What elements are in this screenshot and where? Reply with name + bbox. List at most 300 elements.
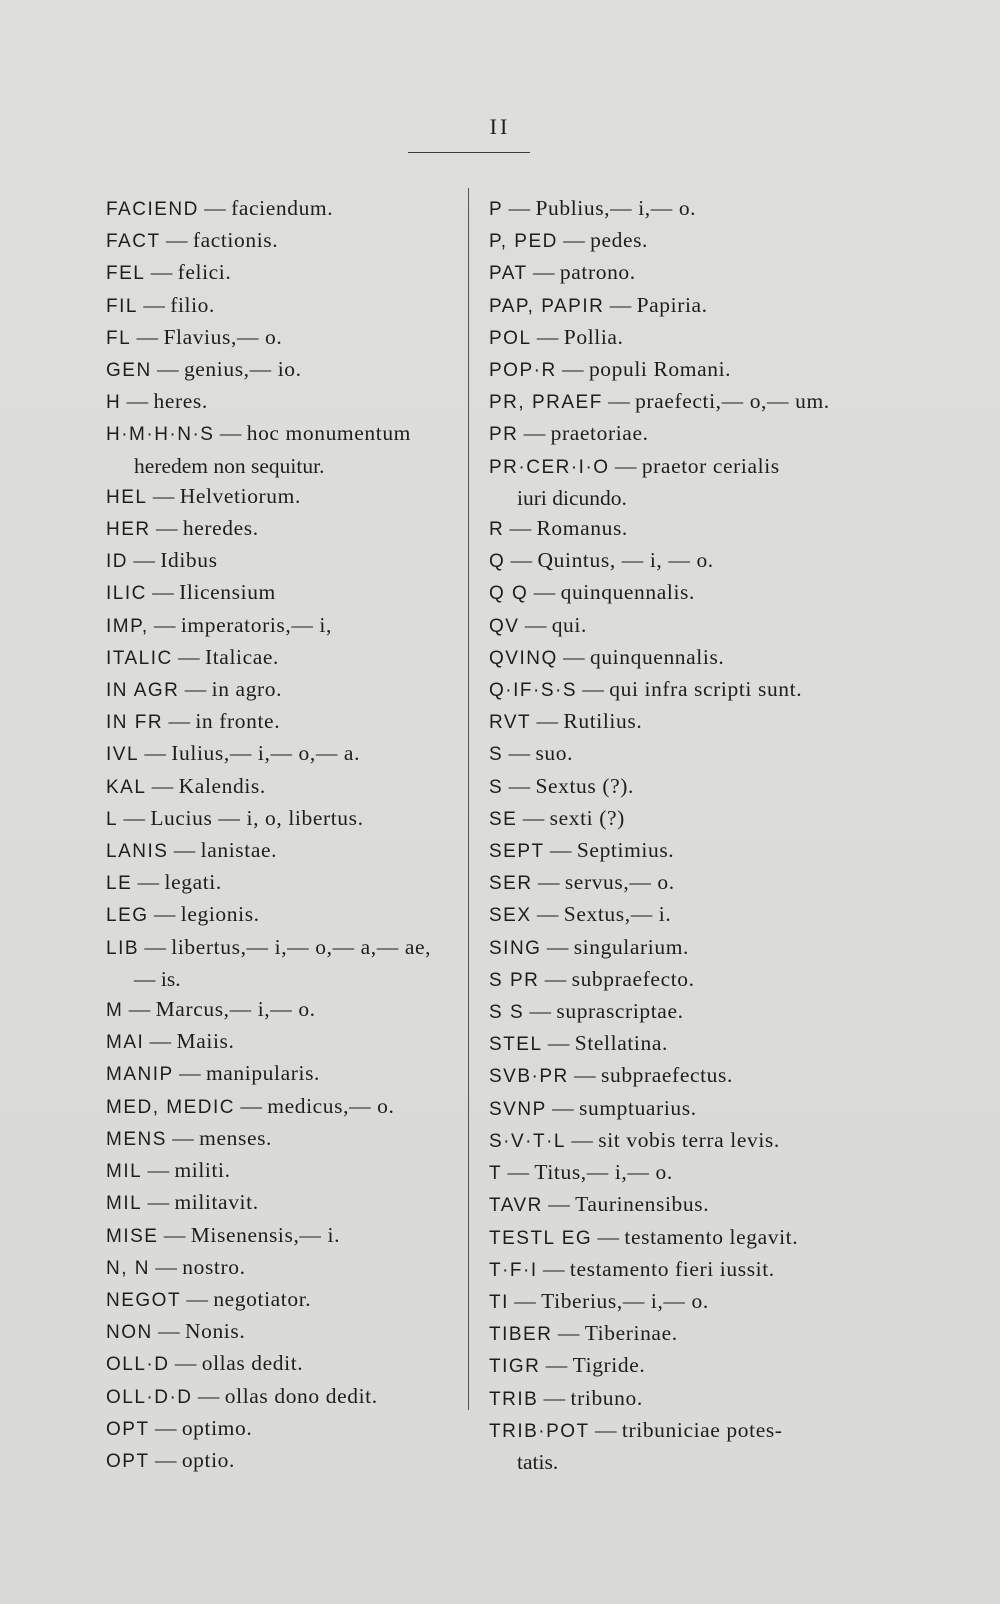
glossary-entry bbox=[106, 1316, 476, 1348]
entry-gloss: hoc monumentum bbox=[246, 421, 411, 446]
glossary-entry bbox=[106, 610, 476, 642]
entry-gloss: pedes. bbox=[590, 228, 649, 253]
entry-continuation: iuri dicundo. bbox=[517, 485, 627, 510]
entry-gloss: praetoriae. bbox=[550, 421, 649, 446]
entry-gloss: testamento fieri iussit. bbox=[569, 1256, 775, 1281]
entry-abbreviation: OPT bbox=[106, 1418, 150, 1440]
glossary-entry bbox=[489, 867, 859, 899]
entry-gloss: filio. bbox=[170, 292, 216, 317]
glossary-entry bbox=[489, 899, 859, 931]
entry-abbreviation: MISE bbox=[106, 1225, 159, 1247]
glossary-entry bbox=[106, 577, 476, 609]
entry-dash: — bbox=[504, 516, 537, 541]
entry-abbreviation: TRIB·POT bbox=[489, 1420, 590, 1442]
entry-gloss: optio. bbox=[181, 1447, 235, 1472]
glossary-entry bbox=[489, 354, 859, 386]
glossary-entry bbox=[489, 835, 859, 867]
entry-gloss: Helvetiorum. bbox=[179, 483, 301, 508]
entry-gloss: subpraefectus. bbox=[601, 1063, 733, 1088]
entry-dash: — bbox=[146, 773, 179, 798]
entry-abbreviation: Q bbox=[489, 551, 506, 573]
entry-gloss: qui infra scripti sunt. bbox=[609, 677, 803, 702]
entry-gloss: Marcus,— i,— o. bbox=[155, 997, 316, 1022]
entry-gloss: tribuno. bbox=[570, 1385, 643, 1410]
entry-abbreviation: SVB·PR bbox=[489, 1066, 569, 1088]
entry-dash: — bbox=[147, 483, 180, 508]
glossary-entry bbox=[489, 577, 859, 609]
glossary-entry bbox=[489, 257, 859, 289]
glossary-entry bbox=[489, 642, 859, 674]
entry-abbreviation: HEL bbox=[106, 486, 148, 508]
entry-gloss: Flavius,— o. bbox=[163, 324, 283, 349]
entry-abbreviation: FACT bbox=[106, 231, 161, 253]
glossary-entry bbox=[489, 674, 859, 706]
entry-gloss: testamento legavit. bbox=[624, 1224, 799, 1249]
entry-dash: — bbox=[531, 324, 564, 349]
entry-gloss: faciendum. bbox=[231, 196, 334, 220]
glossary-entry bbox=[489, 1318, 859, 1350]
entry-gloss: Rutilius. bbox=[563, 709, 643, 734]
entry-dash: — bbox=[158, 1222, 191, 1247]
glossary-entry bbox=[489, 1157, 859, 1189]
glossary-entry bbox=[489, 1415, 859, 1477]
glossary-entry bbox=[489, 996, 859, 1028]
entry-gloss: quinquennalis. bbox=[560, 580, 695, 605]
entry-dash: — bbox=[503, 196, 536, 220]
entry-abbreviation: PR·CER·I·O bbox=[489, 456, 610, 478]
entry-gloss: Sextus,— i. bbox=[563, 902, 672, 927]
entry-abbreviation: GEN bbox=[106, 360, 152, 382]
entry-gloss: Pollia. bbox=[563, 324, 624, 349]
entry-dash: — bbox=[537, 1256, 570, 1281]
entry-dash: — bbox=[539, 966, 572, 991]
glossary-entry bbox=[106, 225, 476, 257]
entry-abbreviation: SEPT bbox=[489, 841, 545, 863]
glossary-entry bbox=[106, 1026, 476, 1058]
entry-dash: — bbox=[181, 1286, 214, 1311]
entry-gloss: servus,— o. bbox=[564, 870, 675, 895]
entry-gloss: quinquennalis. bbox=[589, 644, 725, 669]
entry-abbreviation: M bbox=[106, 1000, 124, 1022]
entry-abbreviation: SE bbox=[489, 808, 518, 830]
entry-abbreviation: ILIC bbox=[106, 583, 147, 605]
glossary-entry bbox=[489, 1286, 859, 1318]
glossary-entry bbox=[106, 481, 476, 513]
entry-gloss: Romanus. bbox=[536, 516, 628, 541]
entry-dash: — bbox=[139, 934, 172, 959]
glossary-entry bbox=[489, 225, 859, 257]
entry-gloss: populi Romani. bbox=[588, 357, 732, 382]
entry-gloss: negotiator. bbox=[213, 1286, 312, 1311]
entry-gloss: Publius,— i,— o. bbox=[535, 196, 697, 220]
entry-dash: — bbox=[139, 741, 172, 766]
entry-gloss: singularium. bbox=[573, 934, 689, 959]
entry-abbreviation: POL bbox=[489, 327, 532, 349]
entry-abbreviation: IN AGR bbox=[106, 680, 180, 702]
entry-dash: — bbox=[128, 548, 161, 573]
entry-abbreviation: H bbox=[106, 392, 122, 414]
entry-gloss: medicus,— o. bbox=[267, 1093, 395, 1118]
entry-gloss: tribuniciae potes- bbox=[621, 1417, 783, 1442]
entry-abbreviation: MED, MEDIC bbox=[106, 1096, 235, 1118]
glossary-entry bbox=[106, 1058, 476, 1090]
entry-dash: — bbox=[151, 357, 184, 382]
entry-abbreviation: FL bbox=[106, 327, 132, 349]
entry-dash: — bbox=[589, 1417, 622, 1442]
entry-dash: — bbox=[148, 612, 181, 637]
entry-abbreviation: R bbox=[489, 519, 505, 541]
entry-gloss: Taurinensibus. bbox=[575, 1192, 710, 1217]
entry-gloss: Maiis. bbox=[176, 1029, 235, 1054]
entry-dash: — bbox=[505, 548, 538, 573]
entry-gloss: suprascriptae. bbox=[556, 999, 684, 1024]
entry-dash: — bbox=[149, 1447, 182, 1472]
entry-abbreviation: PR, PRAEF bbox=[489, 392, 603, 414]
entry-dash: — bbox=[150, 1254, 183, 1279]
entry-dash: — bbox=[519, 612, 552, 637]
entry-abbreviation: FEL bbox=[106, 263, 146, 285]
entry-dash: — bbox=[121, 389, 154, 414]
entry-abbreviation: LEG bbox=[106, 905, 149, 927]
entry-abbreviation: MANIP bbox=[106, 1064, 174, 1086]
entry-gloss: optimo. bbox=[181, 1415, 253, 1440]
left-column bbox=[106, 193, 476, 1477]
entry-dash: — bbox=[531, 902, 564, 927]
glossary-entry bbox=[106, 1155, 476, 1187]
glossary-entry bbox=[489, 932, 859, 964]
entry-abbreviation: ID bbox=[106, 551, 128, 573]
page-number: II bbox=[489, 114, 511, 139]
glossary-entry bbox=[489, 513, 859, 545]
glossary-entry bbox=[489, 771, 859, 803]
entry-gloss: Tiberinae. bbox=[584, 1321, 678, 1346]
glossary-entry bbox=[106, 1220, 476, 1252]
glossary-entry bbox=[106, 322, 476, 354]
glossary-entry bbox=[106, 386, 476, 418]
entry-continuation: tatis. bbox=[517, 1449, 559, 1474]
entry-gloss: Ilicensium bbox=[179, 580, 276, 605]
page-number-rule bbox=[408, 152, 530, 153]
entry-dash: — bbox=[142, 1158, 175, 1183]
entry-dash: — bbox=[609, 453, 642, 478]
glossary-entry bbox=[106, 706, 476, 738]
entry-abbreviation: S bbox=[489, 776, 504, 798]
entry-abbreviation: SEX bbox=[489, 905, 532, 927]
entry-gloss: Stellatina. bbox=[574, 1031, 668, 1056]
glossary-entry bbox=[489, 451, 859, 513]
entry-gloss: ollas dono dedit. bbox=[224, 1383, 378, 1408]
entry-gloss: Misenensis,— i. bbox=[190, 1222, 341, 1247]
entry-abbreviation: TESTL EG bbox=[489, 1227, 593, 1249]
glossary-entry bbox=[489, 1060, 859, 1092]
entry-dash: — bbox=[552, 1321, 585, 1346]
glossary-entry bbox=[106, 1381, 476, 1413]
entry-dash: — bbox=[160, 228, 193, 253]
entry-dash: — bbox=[568, 1063, 601, 1088]
entry-gloss: suo. bbox=[535, 741, 574, 766]
glossary-entry bbox=[489, 738, 859, 770]
entry-dash: — bbox=[527, 260, 560, 285]
entry-gloss: in agro. bbox=[211, 677, 283, 702]
entry-gloss: legionis. bbox=[180, 902, 260, 927]
entry-abbreviation: NON bbox=[106, 1322, 153, 1344]
glossary-entry bbox=[106, 899, 476, 931]
entry-abbreviation: T bbox=[489, 1163, 503, 1185]
entry-gloss: Italicae. bbox=[204, 644, 279, 669]
entry-abbreviation: OLL·D·D bbox=[106, 1386, 193, 1408]
glossary-entry bbox=[106, 803, 476, 835]
entry-dash: — bbox=[166, 1125, 200, 1150]
entry-gloss: sit vobis terra levis. bbox=[598, 1127, 780, 1152]
entry-abbreviation: TIGR bbox=[489, 1356, 541, 1378]
entry-gloss: Tigride. bbox=[572, 1353, 646, 1378]
entry-dash: — bbox=[546, 1095, 579, 1120]
entry-gloss: heredes. bbox=[182, 516, 259, 541]
glossary-entry bbox=[489, 418, 859, 450]
entry-dash: — bbox=[179, 677, 212, 702]
glossary-entry bbox=[489, 1189, 859, 1221]
glossary-entry bbox=[106, 545, 476, 577]
entry-gloss: heres. bbox=[153, 389, 208, 414]
glossary-entry bbox=[106, 1187, 476, 1219]
glossary-entry bbox=[106, 932, 476, 994]
entry-abbreviation: L bbox=[106, 808, 119, 830]
glossary-entry bbox=[106, 290, 476, 322]
entry-gloss: Titus,— i,— o. bbox=[534, 1160, 673, 1185]
entry-gloss: felici. bbox=[177, 260, 232, 285]
entry-dash: — bbox=[118, 805, 151, 830]
entry-dash: — bbox=[508, 1288, 542, 1313]
entry-gloss: Nonis. bbox=[184, 1319, 246, 1344]
entry-gloss: Idibus bbox=[160, 548, 218, 573]
glossary-entry bbox=[106, 1252, 476, 1284]
entry-dash: — bbox=[532, 870, 565, 895]
entry-abbreviation: NEGOT bbox=[106, 1289, 182, 1311]
right-column bbox=[489, 193, 859, 1477]
entry-abbreviation: SVNP bbox=[489, 1098, 547, 1120]
entry-dash: — bbox=[542, 1192, 576, 1217]
glossary-entry bbox=[106, 835, 476, 867]
entry-abbreviation: IMP, bbox=[106, 615, 149, 637]
entry-abbreviation: KAL bbox=[106, 776, 147, 798]
glossary-entry bbox=[489, 1222, 859, 1254]
entry-abbreviation: LANIS bbox=[106, 841, 169, 863]
entry-gloss: in fronte. bbox=[195, 709, 281, 734]
glossary-entry bbox=[106, 354, 476, 386]
entry-dash: — bbox=[214, 421, 247, 446]
entry-dash: — bbox=[132, 870, 165, 895]
entry-abbreviation: IN FR bbox=[106, 712, 164, 734]
entry-dash: — bbox=[152, 1319, 185, 1344]
glossary-entry bbox=[106, 771, 476, 803]
entry-dash: — bbox=[602, 389, 636, 414]
glossary-entry bbox=[489, 1028, 859, 1060]
entry-abbreviation: PAT bbox=[489, 263, 528, 285]
entry-gloss: manipularis. bbox=[205, 1061, 321, 1086]
entry-continuation: heredem non sequitur. bbox=[134, 453, 325, 478]
entry-abbreviation: MIL bbox=[106, 1161, 143, 1183]
entry-abbreviation: Q·IF·S·S bbox=[489, 680, 577, 702]
entry-dash: — bbox=[557, 228, 591, 253]
entry-gloss: sexti (?) bbox=[549, 805, 625, 830]
entry-abbreviation: PR bbox=[489, 424, 519, 446]
entry-abbreviation: LIB bbox=[106, 937, 140, 959]
entry-gloss: nostro. bbox=[182, 1254, 246, 1279]
entry-dash: — bbox=[148, 902, 181, 927]
entry-dash: — bbox=[541, 934, 574, 959]
entry-dash: — bbox=[142, 1190, 175, 1215]
entry-gloss: imperatoris,— i, bbox=[180, 612, 332, 637]
entry-gloss: praetor cerialis bbox=[641, 453, 780, 478]
glossary-entry bbox=[489, 1383, 859, 1415]
entry-abbreviation: MENS bbox=[106, 1128, 167, 1150]
entry-abbreviation: MAI bbox=[106, 1032, 145, 1054]
entry-dash: — bbox=[566, 1127, 599, 1152]
glossary-entry bbox=[489, 193, 859, 225]
glossary-entry bbox=[106, 1284, 476, 1316]
glossary-entry bbox=[106, 1091, 476, 1123]
entry-gloss: praefecti,— o,— um. bbox=[635, 389, 830, 414]
entry-dash: — bbox=[123, 997, 156, 1022]
glossary-entry bbox=[106, 257, 476, 289]
entry-dash: — bbox=[137, 292, 171, 317]
entry-abbreviation: OPT bbox=[106, 1450, 150, 1472]
entry-abbreviation: TAVR bbox=[489, 1195, 543, 1217]
glossary-entry bbox=[489, 803, 859, 835]
entry-gloss: subpraefecto. bbox=[571, 966, 695, 991]
entry-dash: — bbox=[235, 1093, 268, 1118]
glossary-entry bbox=[106, 1413, 476, 1445]
entry-abbreviation: STEL bbox=[489, 1034, 543, 1056]
glossary-entry bbox=[489, 545, 859, 577]
entry-abbreviation: FIL bbox=[106, 295, 138, 317]
entry-abbreviation: S PR bbox=[489, 969, 540, 991]
glossary-entry bbox=[489, 1125, 859, 1157]
glossary-entry bbox=[106, 738, 476, 770]
glossary-entry bbox=[489, 706, 859, 738]
entry-abbreviation: TRIB bbox=[489, 1388, 539, 1410]
entry-abbreviation: S·V·T·L bbox=[489, 1130, 566, 1152]
entry-dash: — bbox=[168, 838, 201, 863]
glossary-entry bbox=[106, 1123, 476, 1155]
entry-dash: — bbox=[518, 421, 551, 446]
entry-dash: — bbox=[592, 1224, 625, 1249]
entry-dash: — bbox=[528, 580, 561, 605]
entry-gloss: lanistae. bbox=[200, 838, 278, 863]
glossary-entry bbox=[106, 1445, 476, 1477]
entry-abbreviation: OLL·D bbox=[106, 1354, 170, 1376]
entry-abbreviation: H·M·H·N·S bbox=[106, 424, 215, 446]
entry-gloss: legati. bbox=[164, 870, 222, 895]
entry-abbreviation: N, N bbox=[106, 1257, 150, 1279]
entry-gloss: Sextus (?). bbox=[535, 773, 634, 798]
glossary-entry bbox=[106, 193, 476, 225]
entry-dash: — bbox=[502, 1160, 535, 1185]
entry-abbreviation: SING bbox=[489, 937, 542, 959]
entry-gloss: Lucius — i, o, libertus. bbox=[150, 805, 364, 830]
entry-gloss: Kalendis. bbox=[178, 773, 266, 798]
entry-dash: — bbox=[540, 1353, 573, 1378]
entry-abbreviation: TI bbox=[489, 1291, 509, 1313]
glossary-entry bbox=[106, 994, 476, 1026]
column-divider bbox=[468, 188, 469, 1410]
entry-gloss: genius,— io. bbox=[183, 357, 302, 382]
glossary-entry bbox=[106, 513, 476, 545]
entry-abbreviation: QVINQ bbox=[489, 647, 558, 669]
entry-gloss: menses. bbox=[199, 1125, 273, 1150]
entry-gloss: Papiria. bbox=[636, 292, 708, 317]
entry-gloss: qui. bbox=[551, 612, 587, 637]
entry-continuation: — is. bbox=[134, 966, 181, 991]
entry-abbreviation: RVT bbox=[489, 712, 532, 734]
glossary-entry bbox=[106, 418, 476, 480]
entry-dash: — bbox=[531, 709, 564, 734]
entry-abbreviation: S bbox=[489, 744, 504, 766]
entry-gloss: militi. bbox=[174, 1158, 231, 1183]
entry-abbreviation: LE bbox=[106, 873, 133, 895]
glossary-entry bbox=[489, 1254, 859, 1286]
entry-dash: — bbox=[198, 196, 232, 220]
entry-dash: — bbox=[538, 1385, 571, 1410]
glossary-entry bbox=[489, 964, 859, 996]
entry-dash: — bbox=[169, 1351, 202, 1376]
entry-dash: — bbox=[503, 773, 536, 798]
entry-gloss: ollas dedit. bbox=[201, 1351, 304, 1376]
entry-abbreviation: Q Q bbox=[489, 583, 529, 605]
entry-abbreviation: QV bbox=[489, 615, 520, 637]
glossary-entry bbox=[489, 1093, 859, 1125]
entry-dash: — bbox=[544, 838, 577, 863]
entry-abbreviation: T·F·I bbox=[489, 1259, 538, 1281]
entry-gloss: patrono. bbox=[559, 260, 636, 285]
glossary-entry bbox=[489, 322, 859, 354]
entry-dash: — bbox=[556, 357, 589, 382]
glossary-entry bbox=[489, 1350, 859, 1382]
glossary-entry bbox=[106, 674, 476, 706]
entry-dash: — bbox=[131, 324, 164, 349]
entry-abbreviation: MIL bbox=[106, 1193, 143, 1215]
entry-abbreviation: IVL bbox=[106, 744, 140, 766]
entry-gloss: Tiberius,— i,— o. bbox=[541, 1288, 709, 1313]
entry-dash: — bbox=[146, 580, 180, 605]
entry-abbreviation: P bbox=[489, 199, 504, 220]
entry-abbreviation: PAP, PAPIR bbox=[489, 295, 605, 317]
entry-dash: — bbox=[524, 999, 557, 1024]
entry-dash: — bbox=[604, 292, 637, 317]
entry-abbreviation: ITALIC bbox=[106, 647, 173, 669]
entry-abbreviation: FACIEND bbox=[106, 199, 199, 220]
entry-dash: — bbox=[144, 1029, 177, 1054]
entry-abbreviation: S S bbox=[489, 1002, 525, 1024]
entry-dash: — bbox=[542, 1031, 575, 1056]
entry-gloss: factionis. bbox=[192, 228, 279, 253]
entry-dash: — bbox=[503, 741, 536, 766]
entry-gloss: Quintus, — i, — o. bbox=[537, 548, 714, 573]
entry-dash: — bbox=[517, 805, 550, 830]
glossary-entry bbox=[489, 610, 859, 642]
entry-dash: — bbox=[577, 677, 610, 702]
entry-gloss: militavit. bbox=[174, 1190, 259, 1215]
entry-dash: — bbox=[172, 644, 205, 669]
entry-abbreviation: SER bbox=[489, 873, 533, 895]
entry-abbreviation: P, PED bbox=[489, 231, 558, 253]
entry-abbreviation: HER bbox=[106, 519, 151, 541]
entry-gloss: sumptuarius. bbox=[579, 1095, 697, 1120]
entry-dash: — bbox=[163, 709, 196, 734]
entry-dash: — bbox=[557, 644, 590, 669]
entry-dash: — bbox=[150, 516, 183, 541]
entry-gloss: libertus,— i,— o,— a,— ae, bbox=[171, 934, 432, 959]
